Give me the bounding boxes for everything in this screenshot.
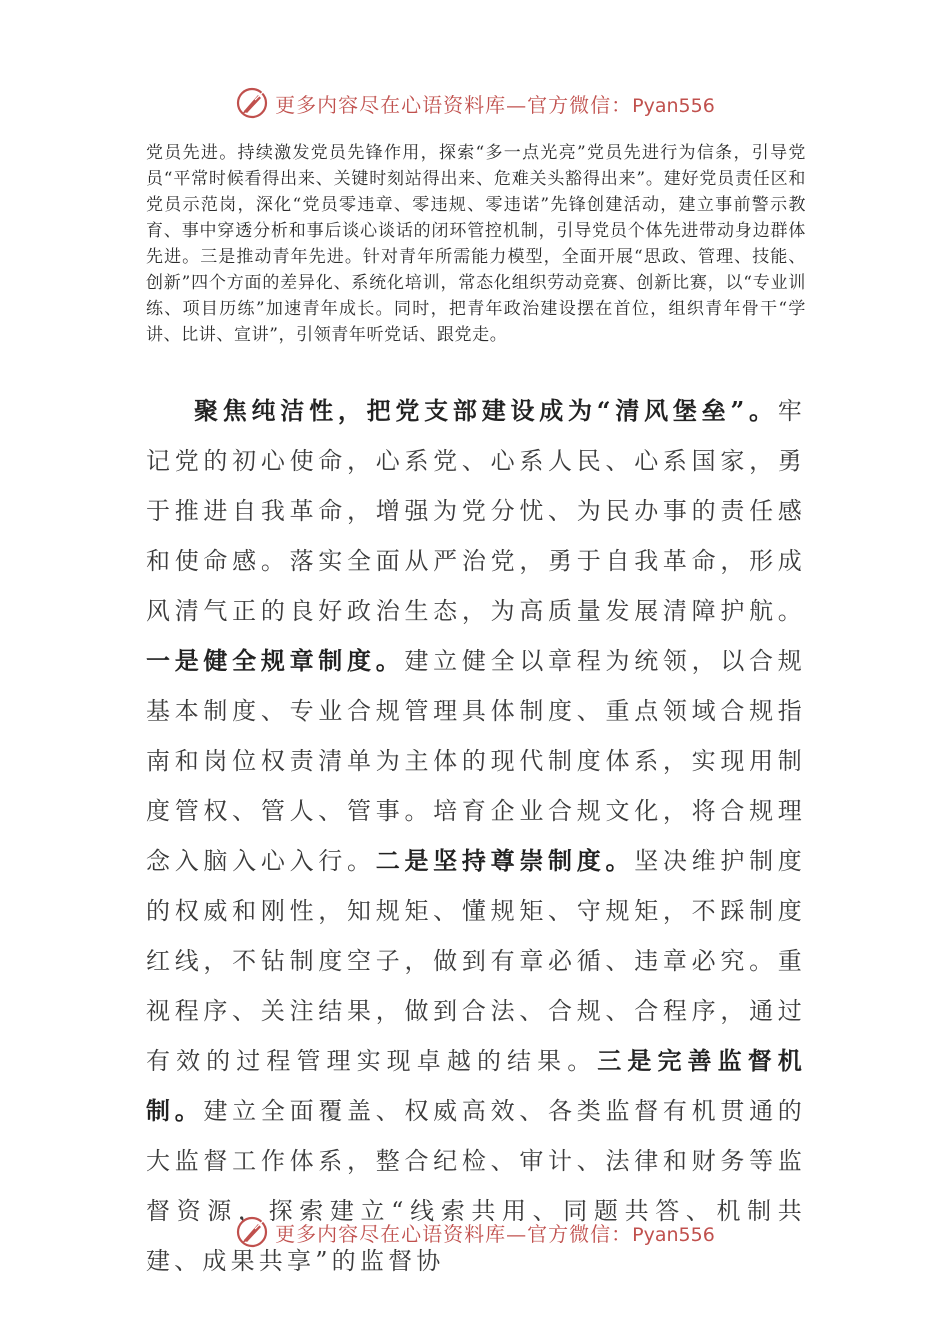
quill-pen-logo-icon xyxy=(235,1215,269,1249)
banner-label: 更多内容尽在心语资料库—官方微信： xyxy=(275,92,633,117)
quill-pen-logo-icon xyxy=(235,86,269,120)
banner-text xyxy=(275,1218,715,1247)
banner-wechat-id: Pyan556 xyxy=(632,1223,715,1246)
header-banner xyxy=(0,83,950,123)
section-intro: 牢记党的初心使命，心系党、心系人民、心系国家，勇于推进自我革命，增强为党分忧、为民办事的责任感和使命感。落实全面从严治党，勇于自我革命，形成风清气正的良好政治生态，为高质量发展清障护航。 xyxy=(146,397,806,625)
banner-text xyxy=(275,89,715,118)
point-2-body: 坚决维护制度的权威和刚性，知规矩、懂规矩、守规矩，不踩制度红线，不钻制度空子，做到有章必循、违章必究。重视程序、关注结果，做到合法、合规、合程序，通过有效的过程管理实现卓越的结果。 xyxy=(146,847,806,1075)
continued-paragraph: 党员先进。持续激发党员先锋作用，探索“多一点光亮”党员先进行为信条，引导党员“平常时候看得出来、关键时刻站得出来、危难关头豁得出来”。建好党员责任区和党员示范岗，深化“党员零违章、零违规、零违诺”先锋创建活动，建立事前警示教育、事中穿透分析和事后谈心谈话的闭环管控机制，引导党员个体先进带动身边群体先进。三是推动青年先进。针对青年所需能力模型，全面开展“思政、管理、技能、创新”四个方面的差异化、系统化培训，常态化组织劳动竞赛、创新比赛，以“专业训练、项目历练”加速青年成长。同时，把青年政治建设摆在首位，组织青年骨干“学讲、比讲、宣讲”，引领青年听党话、跟党走。 xyxy=(146,143,806,345)
section-paragraph xyxy=(146,386,806,1286)
point-2-title: 二是坚持尊崇制度。 xyxy=(375,846,635,875)
banner-label: 更多内容尽在心语资料库—官方微信： xyxy=(275,1221,633,1246)
section-heading: 聚焦纯洁性，把党支部建设成为“清风堡垒”。 xyxy=(194,396,778,425)
point-3-body: 建立全面覆盖、权威高效、各类监督有机贯通的大监督工作体系，整合纪检、审计、法律和财务等监督资源，探索建立“线索共用、同题共答、机制共建、成果共享”的监督协 xyxy=(146,1097,806,1275)
point-3-title: 三是完善监督机制。 xyxy=(146,1046,806,1125)
footer-banner xyxy=(0,1212,950,1252)
banner-wechat-id: Pyan556 xyxy=(632,94,715,117)
point-1-body: 建立健全以章程为统领，以合规基本制度、专业合规管理具体制度、重点领域合规指南和岗位权责清单为主体的现代制度体系，实现用制度管权、管人、管事。培育企业合规文化，将合规理念入脑入心入行。 xyxy=(146,647,806,875)
point-1-title: 一是健全规章制度。 xyxy=(146,646,405,675)
